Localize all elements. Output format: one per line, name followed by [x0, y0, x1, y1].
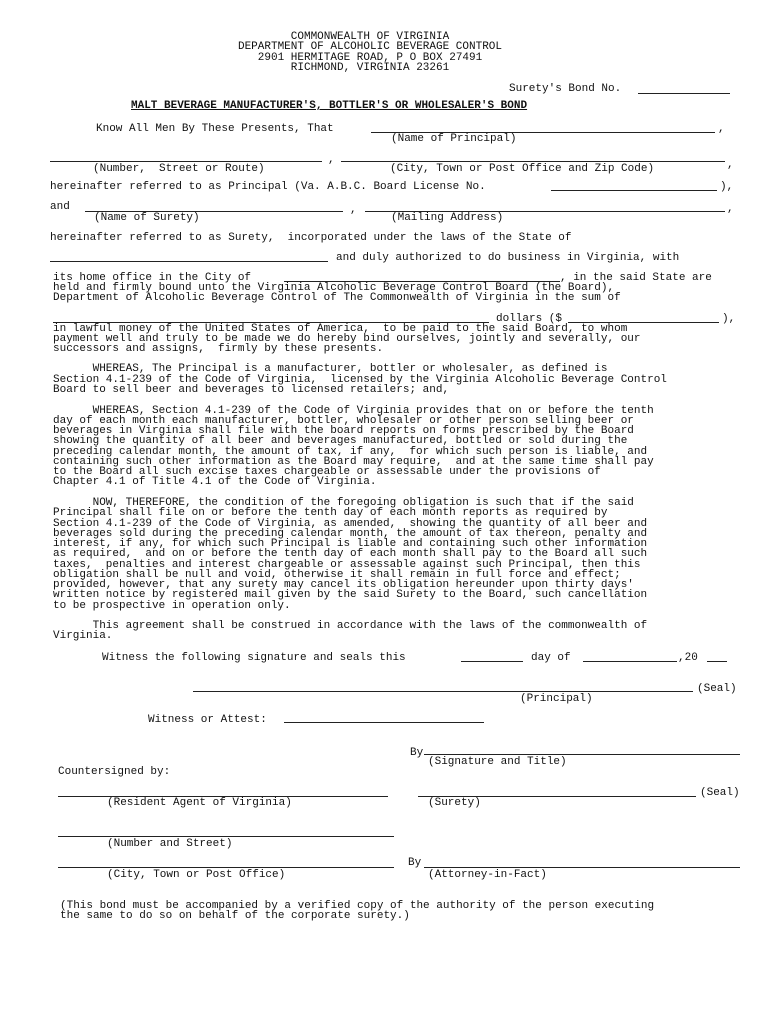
- seal-text: (Seal): [697, 683, 737, 695]
- day-field[interactable]: [461, 661, 523, 662]
- mailing-address-label: (Mailing Address): [391, 212, 504, 224]
- whereas2-line-3: beverages in Virginia shall file with the board reports on forms prescribed by the Board: [53, 425, 634, 437]
- whereas2-line-7: to the Board all such excise taxes chargeable or assessable under the provisions of: [53, 466, 601, 478]
- number-street-label: (Number, Street or Route): [93, 163, 265, 175]
- lawful-line-2: payment well and truly to be made we do hereby bind ourselves, jointly and severally, our: [53, 333, 641, 345]
- year-text: ,20: [678, 652, 698, 664]
- know-all-text: Know All Men By These Presents, That: [96, 123, 334, 135]
- witness-attest-text: Witness or Attest:: [148, 714, 267, 726]
- day-of-text: day of: [531, 652, 571, 664]
- close-paren: ),: [720, 181, 734, 193]
- license-no-field[interactable]: [551, 190, 717, 191]
- witness-signature-field[interactable]: [284, 722, 484, 723]
- now-line-3: Section 4.1-239 of the Code of Virginia, as amended, showing the quantity of all beer and: [53, 518, 648, 530]
- duly-authorized-text: and duly authorized to do business in Virginia, with: [336, 252, 680, 264]
- whereas2-line-6: containing such other information as the Board may require, and at the same time shall pay: [53, 456, 654, 468]
- comma: ,: [718, 123, 725, 135]
- surety-bond-no-label: Surety's Bond No.: [509, 83, 622, 95]
- principal-label: (Principal): [520, 693, 593, 705]
- hereinafter-principal-text: hereinafter referred to as Principal (Va. A.B.C. Board License No.: [50, 181, 486, 193]
- home-office-text: its home office in the City of: [53, 272, 252, 284]
- by-signature-field[interactable]: [424, 754, 740, 755]
- state-field[interactable]: [50, 261, 328, 262]
- header-line-1: COMMONWEALTH OF VIRGINIA: [290, 31, 450, 43]
- city-town-po-label: (City, Town or Post Office): [107, 869, 286, 881]
- agent-street-field[interactable]: [58, 836, 394, 837]
- agreement-line-2: Virginia.: [53, 630, 113, 642]
- comma: ,: [350, 204, 357, 216]
- said-state-text: , in the said State are: [560, 272, 712, 284]
- month-field[interactable]: [583, 661, 677, 662]
- agent-city-field[interactable]: [58, 867, 394, 868]
- comma: ,: [727, 203, 734, 215]
- dollars-text: dollars ($: [496, 313, 563, 325]
- countersigned-text: Countersigned by:: [58, 766, 171, 778]
- header-line-3: 2901 HERMITAGE ROAD, P O BOX 27491: [257, 52, 483, 64]
- whereas2-line-2: day of each month each manufacturer, bottler, wholesaler or other person selling beer or: [53, 415, 634, 427]
- attorney-signature-field[interactable]: [424, 867, 740, 868]
- principal-city-field[interactable]: [341, 161, 725, 162]
- signature-title-label: (Signature and Title): [428, 756, 567, 768]
- and-text: and: [50, 201, 70, 213]
- now-line-8: obligation shall be null and void, otherwise it shall remain in full force and effect;: [53, 569, 621, 581]
- surety-bond-no-field[interactable]: [638, 93, 730, 94]
- now-line-4: beverages sold during the preceding calendar month, the amount of tax thereon, penalty and: [53, 528, 648, 540]
- now-line-11: to be prospective in operation only.: [53, 600, 291, 612]
- agreement-line-1: This agreement shall be construed in accordance with the laws of the commonwealth of: [53, 620, 648, 632]
- name-of-principal-label: (Name of Principal): [391, 133, 517, 145]
- city-town-label: (City, Town or Post Office and Zip Code): [390, 163, 655, 175]
- now-line-1: NOW, THEREFORE, the condition of the foregoing obligation is such that if the said: [53, 497, 634, 509]
- lawful-line-1: in lawful money of the United States of America, to be paid to the said Board, to whom: [53, 323, 628, 335]
- whereas2-line-5: preceding calendar month, the amount of tax, if any, for which such person is liable, and: [53, 446, 648, 458]
- now-line-7: taxes, penalties and interest chargeable or assessable against such Principal, then this: [53, 559, 641, 571]
- header-line-2: DEPARTMENT OF ALCOHOLIC BEVERAGE CONTROL: [237, 41, 503, 53]
- now-line-10: written notice by registered mail given by the said Surety to the Board, such cancellation: [53, 589, 648, 601]
- seal-text: (Seal): [700, 787, 740, 799]
- now-line-2: Principal shall file on or before the tenth day of each month reports as required by: [53, 507, 608, 519]
- held-bound-line-1: held and firmly bound unto the Virginia Alcoholic Beverage Control Board (the Board),: [53, 282, 615, 294]
- now-line-5: interest, if any, for which such Principal is liable and containing such other information: [53, 538, 648, 550]
- close-paren: ),: [722, 313, 736, 325]
- whereas2-line-4: showing the quantity of all beer and beverages manufactured, bottled or sold during the: [53, 435, 628, 447]
- resident-agent-label: (Resident Agent of Virginia): [107, 797, 292, 809]
- whereas1-line-3: Board to sell beer and beverages to licensed retailers; and,: [53, 384, 450, 396]
- surety-label: (Surety): [428, 797, 481, 809]
- hereinafter-surety-text: hereinafter referred to as Surety, incorporated under the laws of the State of: [50, 232, 572, 244]
- by-text: By: [408, 857, 422, 869]
- number-and-street-label: (Number and Street): [107, 838, 233, 850]
- principal-signature-field[interactable]: [193, 691, 693, 692]
- year-field[interactable]: [707, 661, 727, 662]
- by-text: By: [410, 747, 424, 759]
- now-line-6: as required, and on or before the tenth day of each month shall pay to the Board all such: [53, 548, 648, 560]
- footer-note-line-1: (This bond must be accompanied by a verified copy of the authority of the person executing: [60, 900, 655, 912]
- bond-title: MALT BEVERAGE MANUFACTURER'S, BOTTLER'S OR WHOLESALER'S BOND: [131, 100, 528, 112]
- whereas1-line-1: WHEREAS, The Principal is a manufacturer, bottler or wholesaler, as defined is: [53, 363, 608, 375]
- whereas2-line-1: WHEREAS, Section 4.1-239 of the Code of Virginia provides that on or before the tenth: [53, 405, 654, 417]
- comma: ,: [328, 154, 335, 166]
- name-of-surety-label: (Name of Surety): [94, 212, 200, 224]
- header-line-4: RICHMOND, VIRGINIA 23261: [290, 62, 450, 74]
- footer-note-line-2: the same to do so on behalf of the corporate surety.): [60, 910, 410, 922]
- witness-text: Witness the following signature and seals this: [102, 652, 406, 664]
- attorney-label: (Attorney-in-Fact): [428, 869, 547, 881]
- now-line-9: provided, however, that any surety may cancel its obligation hereunder upon thirty days': [53, 579, 634, 591]
- comma: ,: [727, 159, 734, 171]
- principal-street-field[interactable]: [50, 161, 322, 162]
- lawful-line-3: successors and assigns, firmly by these presents.: [53, 343, 384, 355]
- held-bound-line-2: Department of Alcoholic Beverage Control of The Commonwealth of Virginia in the sum of: [53, 292, 621, 304]
- whereas2-line-8: Chapter 4.1 of Title 4.1 of the Code of Virginia.: [53, 476, 377, 488]
- whereas1-line-2: Section 4.1-239 of the Code of Virginia, licensed by the Virginia Alcoholic Beverage Control: [53, 374, 667, 386]
